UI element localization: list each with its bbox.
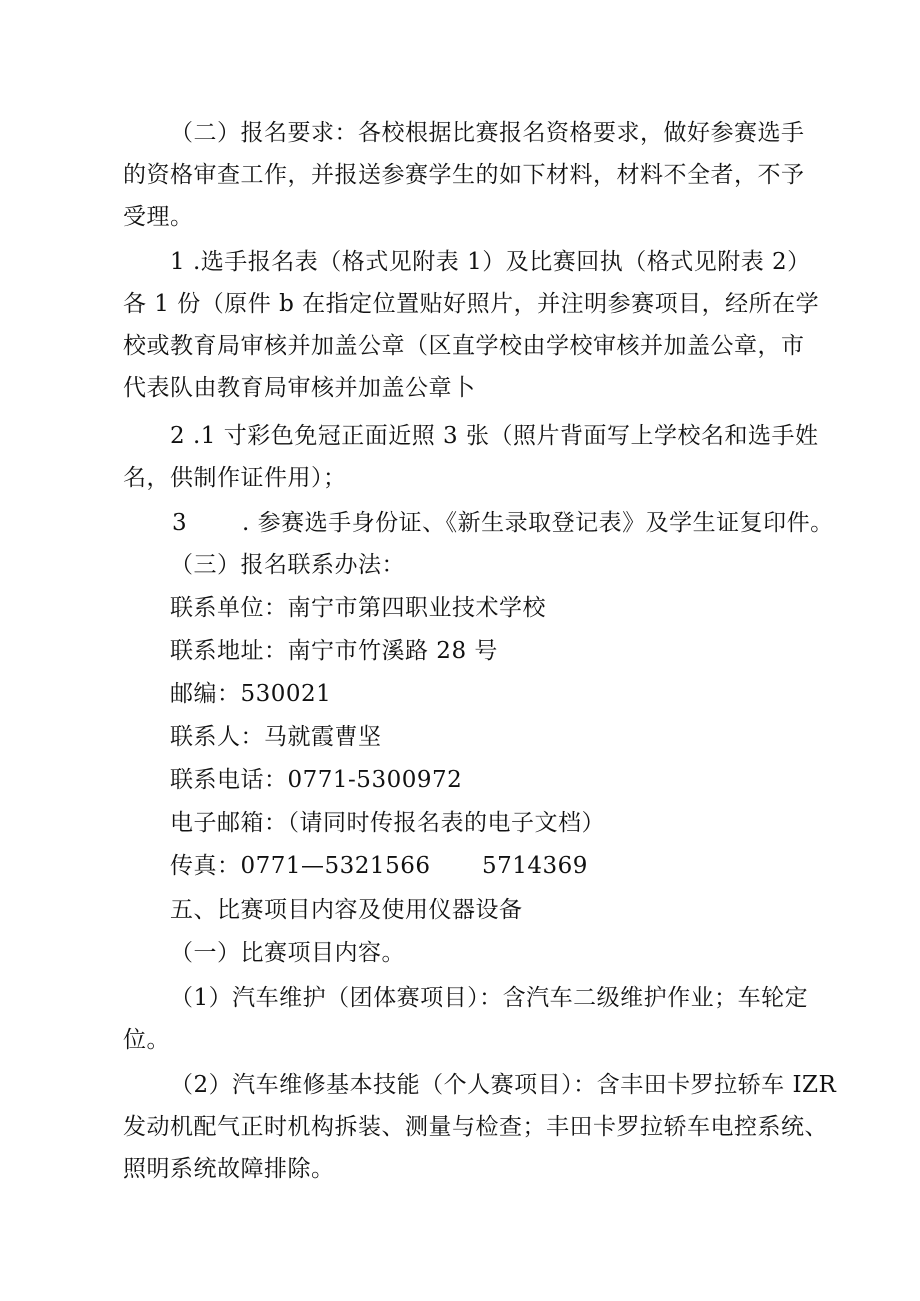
item-1-line-2: 各 1 份（原件 b 在指定位置贴好照片，并注明参赛项目，经所在学 bbox=[123, 291, 820, 317]
item-1-line-3: 校或教育局审核并加盖公章（区直学校由学校审核并加盖公章，市 bbox=[123, 333, 805, 359]
contact-fax-extra: 5714369 bbox=[482, 853, 588, 879]
section-2-line-2: 的资格审查工作，并报送参赛学生的如下材料，材料不全者，不予 bbox=[123, 162, 805, 188]
section-2-line-3: 受理。 bbox=[123, 204, 194, 230]
item-3-text: . 参赛选手身份证、《新生录取登记表》及学生证复印件。 bbox=[242, 510, 834, 536]
item-1-line-4: 代表队由教育局审核并加盖公章卜 bbox=[123, 375, 476, 401]
contact-email: 电子邮箱：（请同时传报名表的电子文档） bbox=[170, 810, 605, 836]
section-5-item-1-line-1: （1）汽车维护（团体赛项目）：含汽车二级维护作业；车轮定 bbox=[170, 985, 809, 1011]
contact-address: 联系地址：南宁市竹溪路 28 号 bbox=[170, 638, 498, 664]
contact-fax: 传真：0771—5321566 bbox=[170, 853, 431, 879]
contact-phone: 联系电话：0771-5300972 bbox=[170, 767, 463, 793]
section-5-sub-1: （一）比赛项目内容。 bbox=[170, 940, 405, 966]
item-2-line-1: 2 .1 寸彩色免冠正面近照 3 张（照片背面写上学校名和选手姓 bbox=[170, 423, 819, 449]
contact-postcode: 邮编：530021 bbox=[170, 681, 332, 707]
section-2-heading: （二）报名要求：各校根据比赛报名资格要求，做好参赛选手 bbox=[170, 120, 805, 146]
item-3-number: 3 bbox=[172, 510, 188, 536]
section-5-heading: 五、比赛项目内容及使用仪器设备 bbox=[170, 897, 523, 923]
section-3-heading: （三）报名联系办法： bbox=[170, 552, 405, 578]
section-5-item-1-line-2: 位。 bbox=[123, 1027, 170, 1053]
item-2-line-2: 名，供制作证件用）； bbox=[123, 465, 347, 491]
contact-person: 联系人：马就霞曹坚 bbox=[170, 724, 382, 750]
contact-unit: 联系单位：南宁市第四职业技术学校 bbox=[170, 595, 546, 621]
section-5-item-2-line-2: 发动机配气正时机构拆装、测量与检查；丰田卡罗拉轿车电控系统、 bbox=[123, 1114, 828, 1140]
section-5-item-2-line-1: （2）汽车维修基本技能（个人赛项目）：含丰田卡罗拉轿车 IZR bbox=[170, 1072, 837, 1098]
section-5-item-2-line-3: 照明系统故障排除。 bbox=[123, 1156, 335, 1182]
item-1-line-1: 1 .选手报名表（格式见附表 1）及比赛回执（格式见附表 2） bbox=[170, 249, 811, 275]
